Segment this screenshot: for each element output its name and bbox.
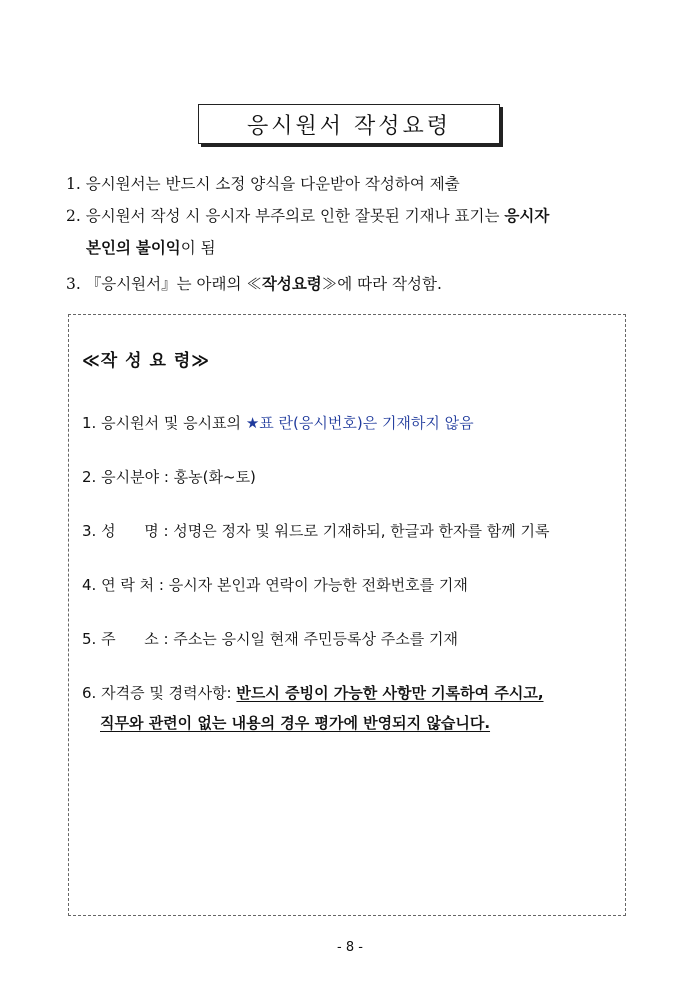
item-label: 성 명 :	[101, 522, 169, 540]
item-num: 6.	[82, 684, 97, 702]
item-text: 성명은 정자 및 워드로 기재하되, 한글과 한자를 함께 기록	[173, 522, 550, 540]
intro-item-2	[66, 206, 549, 226]
item-label: 주 소 :	[101, 630, 169, 648]
intro-num: 2.	[66, 207, 81, 225]
item-emphasis: 반드시 증빙이 가능한 사항만 기록하여 주시고,	[236, 684, 544, 702]
guide-item-4	[82, 574, 468, 595]
page-title-text: 응시원서 작성요령	[246, 113, 451, 139]
intro-bold: 응시자	[504, 206, 550, 225]
item-highlight: ★표 란(응시번호)은 기재하지 않음	[245, 414, 474, 432]
guide-item-1	[82, 412, 474, 433]
guide-item-5	[82, 628, 458, 649]
item-num: 2.	[82, 468, 97, 486]
item-text: 응시자 본인과 연락이 가능한 전화번호를 기재	[168, 576, 468, 594]
intro-bold: 본인의	[86, 238, 131, 257]
page-title	[198, 104, 500, 144]
guide-box	[68, 314, 626, 916]
item-text: 주소는 응시일 현재 주민등록상 주소를 기재	[173, 630, 458, 648]
intro-text: ≫에 따라 작성함.	[321, 275, 442, 293]
item-text: 응시원서 및 응시표의	[101, 414, 242, 432]
intro-text: 이 됨	[180, 239, 216, 257]
item-num: 4.	[82, 576, 97, 594]
item-num: 1.	[82, 414, 97, 432]
item-label: 응시분야 :	[101, 468, 169, 486]
intro-bold: 작성요령	[261, 274, 322, 293]
item-label: 자격증 및 경력사항:	[101, 684, 232, 702]
intro-item-2-cont	[86, 238, 216, 258]
item-text: 홍농(화~토)	[173, 468, 256, 486]
guide-item-2	[82, 466, 256, 487]
intro-text: 응시원서 작성 시 응시자 부주의로 인한 잘못된 기재나 표기는	[85, 207, 500, 225]
item-emphasis: 직무와 관련이 없는 내용의 경우 평가에 반영되지 않습니다.	[100, 714, 491, 732]
guide-title: ≪작 성 요 령≫	[82, 351, 211, 371]
intro-text: 응시원서는 반드시 소정 양식을 다운받아 작성하여 제출	[85, 175, 460, 193]
intro-item-1	[66, 174, 460, 194]
guide-item-6-cont	[100, 712, 490, 733]
page-number: - 8 -	[337, 940, 363, 955]
intro-num: 1.	[66, 175, 81, 193]
guide-item-6	[82, 682, 544, 703]
intro-text: 『응시원서』는 아래의 ≪	[85, 275, 262, 293]
intro-bold: 불이익	[135, 238, 181, 257]
guide-item-3	[82, 520, 549, 541]
item-num: 3.	[82, 522, 97, 540]
item-label: 연 락 처 :	[101, 576, 164, 594]
intro-item-3	[66, 274, 442, 294]
item-num: 5.	[82, 630, 97, 648]
intro-num: 3.	[66, 275, 81, 293]
